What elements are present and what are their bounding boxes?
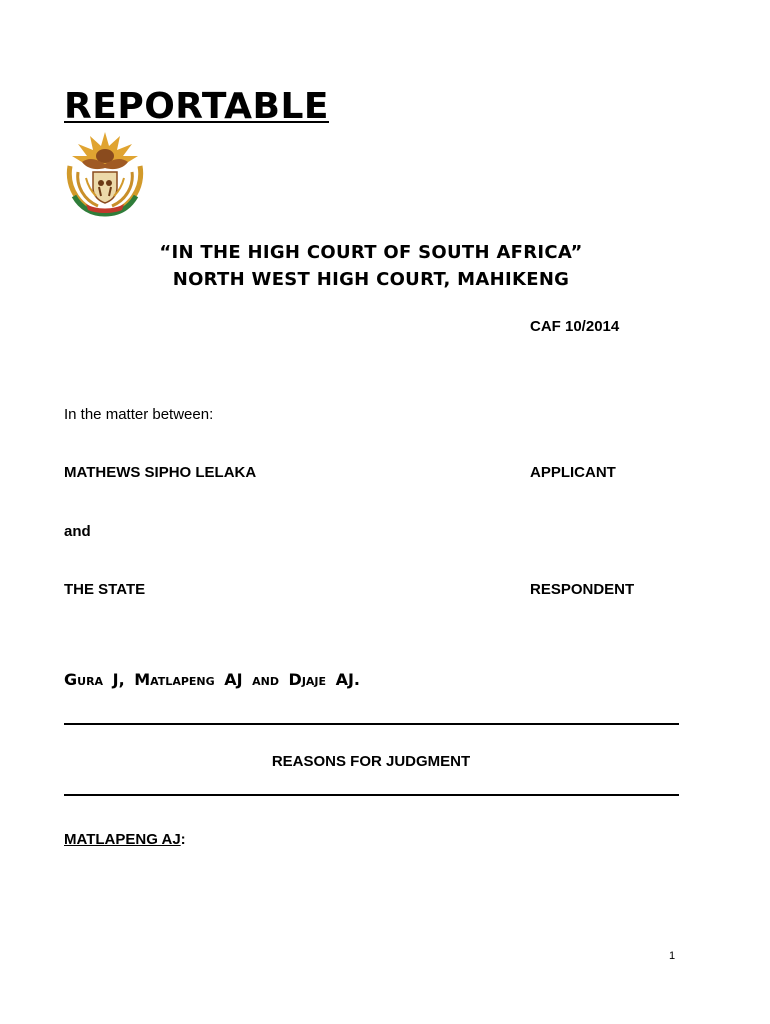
page-number: 1 [669, 950, 676, 962]
applicant-name: MATHEWS SIPHO LELAKA [64, 464, 257, 481]
divider-top [64, 723, 679, 725]
court-title-line-2: NORTH WEST HIGH COURT, MAHIKENG [172, 269, 570, 290]
coat-of-arms-icon [62, 126, 148, 218]
judge-suffix: : [180, 831, 186, 848]
divider-bottom [64, 794, 679, 796]
judge-heading [64, 831, 186, 848]
judge-name: MATLAPENG AJ [64, 831, 181, 848]
respondent-role: RESPONDENT [530, 581, 635, 598]
coram: Gura J, Matlapeng AJ and Djaje AJ. [64, 670, 361, 689]
applicant-role: APPLICANT [530, 464, 616, 481]
reasons-title: REASONS FOR JUDGMENT [271, 753, 471, 770]
respondent-name: THE STATE [64, 581, 146, 598]
reportable-heading: REPORTABLE [64, 86, 329, 127]
matter-intro: In the matter between: [64, 406, 214, 423]
party-conjunction: and [64, 523, 91, 540]
court-title-line-1: “IN THE HIGH COURT OF SOUTH AFRICA” [159, 242, 583, 263]
case-number: CAF 10/2014 [530, 318, 620, 335]
